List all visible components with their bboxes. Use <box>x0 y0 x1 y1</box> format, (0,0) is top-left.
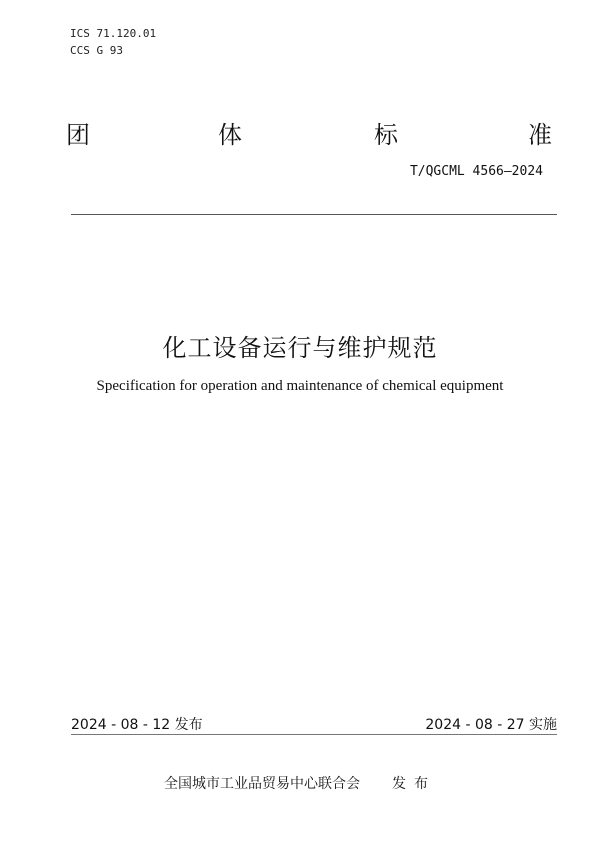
standard-type-char: 标 <box>374 121 398 149</box>
standard-type-heading <box>66 115 556 147</box>
ccs-code: CCS G 93 <box>70 44 123 57</box>
publisher-label: 发布 <box>392 776 436 792</box>
title-chinese: 化工设备运行与维护规范 <box>162 334 438 362</box>
ics-code: ICS 71.120.01 <box>70 27 157 40</box>
standard-type-char: 体 <box>218 121 242 149</box>
standard-type-char: 团 <box>66 121 90 149</box>
release-date: 2024 - 08 - 12 发布 <box>71 717 203 733</box>
standard-number: T/QGCML 4566—2024 <box>409 164 543 179</box>
top-divider <box>71 214 557 215</box>
title-english: Specification for operation and maintenance of chemical equipment <box>96 378 504 394</box>
bottom-divider <box>71 734 557 735</box>
standard-type-char: 准 <box>528 121 552 149</box>
publisher-name: 全国城市工业品贸易中心联合会 <box>164 776 360 792</box>
publisher-line <box>0 773 600 793</box>
implementation-date: 2024 - 08 - 27 实施 <box>425 717 557 733</box>
